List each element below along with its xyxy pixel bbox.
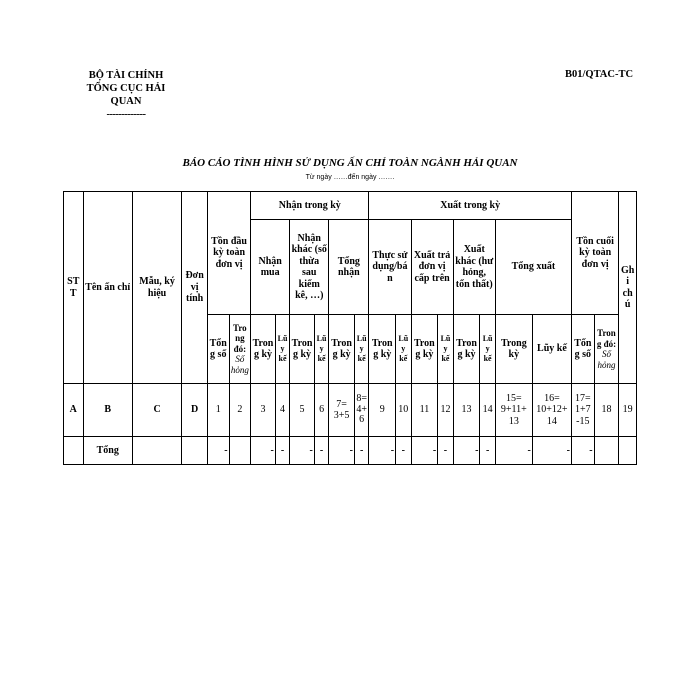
sub-header-so-hong-label: Số hỏng — [597, 349, 616, 370]
sub-header-trong-ky: Trong kỳ — [411, 315, 438, 384]
col-header-nhan-trong-ky: Nhận trong kỳ — [251, 192, 369, 220]
report-title: BÁO CÁO TÌNH HÌNH SỬ DỤNG ẤN CHỈ TOÀN NGÀNH HẢI QUAN — [182, 157, 518, 169]
total-dash: - — [207, 437, 229, 465]
col-header-tong-nhan: Tổng nhận — [329, 220, 369, 315]
sub-header-luy-ke: Lũy kế — [275, 315, 289, 384]
total-dash: - — [396, 437, 411, 465]
total-dash: - — [411, 437, 438, 465]
index-cell: 16= 10+12+ 14 — [532, 384, 571, 437]
index-cell: 9 — [369, 384, 396, 437]
index-cell: B — [83, 384, 132, 437]
total-dash: - — [329, 437, 355, 465]
index-cell: 6 — [314, 384, 328, 437]
col-header-mau-ky-hieu: Mẫu, ký hiệu — [132, 192, 181, 384]
header-row-1 — [64, 192, 637, 220]
sub-header-luy-ke: Lũy kế — [438, 315, 453, 384]
col-header-xuat-trong-ky: Xuất trong kỳ — [369, 192, 572, 220]
sub-header-luy-ke: Lũy kế — [314, 315, 328, 384]
total-cell-empty — [64, 437, 84, 465]
total-dash: - — [438, 437, 453, 465]
total-dash: - — [572, 437, 595, 465]
index-cell: 2 — [229, 384, 251, 437]
total-dash: - — [275, 437, 289, 465]
sub-header-tong-so: Tổng số — [572, 315, 595, 384]
column-index-row — [64, 384, 637, 437]
sub-header-trong-ky: Trong kỳ — [369, 315, 396, 384]
col-header-thuc-su-dung: Thực sử dụng/bán — [369, 220, 411, 315]
index-cell: 13 — [453, 384, 480, 437]
index-cell: 19 — [619, 384, 637, 437]
total-dash: - — [480, 437, 495, 465]
report-period: Từ ngày ……đến ngày ……. — [305, 174, 395, 181]
index-cell: 7= 3+5 — [329, 384, 355, 437]
index-cell: C — [132, 384, 181, 437]
total-cell-empty — [182, 437, 208, 465]
form-code: B01/QTAC-TC — [565, 69, 634, 80]
total-label: Tổng — [83, 437, 132, 465]
col-header-don-vi-tinh: Đơn vị tính — [182, 192, 208, 384]
index-cell: 1 — [207, 384, 229, 437]
org-department: TỔNG CỤC HẢI QUAN — [86, 83, 166, 107]
index-cell: D — [182, 384, 208, 437]
total-dash: - — [532, 437, 571, 465]
index-cell: 14 — [480, 384, 495, 437]
col-header-ton-cuoi-ky: Tồn cuối kỳ toàn đơn vị — [572, 192, 619, 315]
sub-header-luy-ke: Lũy kế — [354, 315, 368, 384]
index-cell: 3 — [251, 384, 276, 437]
col-header-nhan-khac: Nhận khác (số thừa sau kiểm kê, …) — [290, 220, 329, 315]
total-cell-empty — [229, 437, 251, 465]
issuing-organization — [76, 69, 176, 121]
org-ministry: BỘ TÀI CHÍNH — [88, 70, 164, 81]
index-cell: 17= 1+7 -15 — [572, 384, 595, 437]
org-divider: ------------- — [106, 109, 146, 120]
index-cell: 5 — [290, 384, 315, 437]
index-cell: 10 — [396, 384, 411, 437]
index-cell: 4 — [275, 384, 289, 437]
index-cell: 8= 4+ 6 — [354, 384, 368, 437]
index-cell: 15= 9+11+ 13 — [495, 384, 532, 437]
index-cell: 18 — [594, 384, 619, 437]
sub-header-trong-do-label: Trong đó: — [233, 322, 247, 354]
col-header-xuat-tra: Xuất trả đơn vị cấp trên — [411, 220, 453, 315]
total-cell-empty — [132, 437, 181, 465]
sub-header-trong-ky: Trong kỳ — [495, 315, 532, 384]
sub-header-luy-ke: Lũy kế — [396, 315, 411, 384]
col-header-ten-an-chi: Tên ấn chỉ — [83, 192, 132, 384]
col-header-stt: STT — [64, 192, 84, 384]
sub-header-trong-ky: Trong kỳ — [453, 315, 480, 384]
total-dash: - — [354, 437, 368, 465]
usage-report-table — [63, 191, 637, 465]
total-dash: - — [251, 437, 276, 465]
total-dash: - — [453, 437, 480, 465]
total-dash: - — [314, 437, 328, 465]
index-cell: 11 — [411, 384, 438, 437]
total-dash: - — [290, 437, 315, 465]
sub-header-trong-do-so-hong — [229, 315, 251, 384]
col-header-ghi-chu: Ghi chú — [619, 192, 637, 384]
total-cell-empty — [594, 437, 619, 465]
index-cell: A — [64, 384, 84, 437]
total-dash: - — [369, 437, 396, 465]
sub-header-trong-do-so-hong — [594, 315, 619, 384]
col-header-tong-xuat: Tổng xuất — [495, 220, 571, 315]
sub-header-so-hong-label: Số hỏng — [230, 354, 249, 375]
sub-header-luy-ke: Lũy kế — [480, 315, 495, 384]
sub-header-tong-so: Tổng số — [207, 315, 229, 384]
col-header-nhan-mua: Nhận mua — [251, 220, 290, 315]
total-cell-empty — [619, 437, 637, 465]
sub-header-trong-ky: Trong kỳ — [251, 315, 276, 384]
col-header-xuat-khac: Xuất khác (hư hỏng, tổn thất) — [453, 220, 495, 315]
col-header-ton-dau-ky: Tồn đầu kỳ toàn đơn vị — [207, 192, 250, 315]
total-dash: - — [495, 437, 532, 465]
sub-header-trong-do-label: Trong đó: — [596, 328, 617, 349]
total-row — [64, 437, 637, 465]
sub-header-luy-ke: Lũy kế — [532, 315, 571, 384]
sub-header-trong-ky: Trong kỳ — [329, 315, 355, 384]
sub-header-trong-ky: Trong kỳ — [290, 315, 315, 384]
index-cell: 12 — [438, 384, 453, 437]
